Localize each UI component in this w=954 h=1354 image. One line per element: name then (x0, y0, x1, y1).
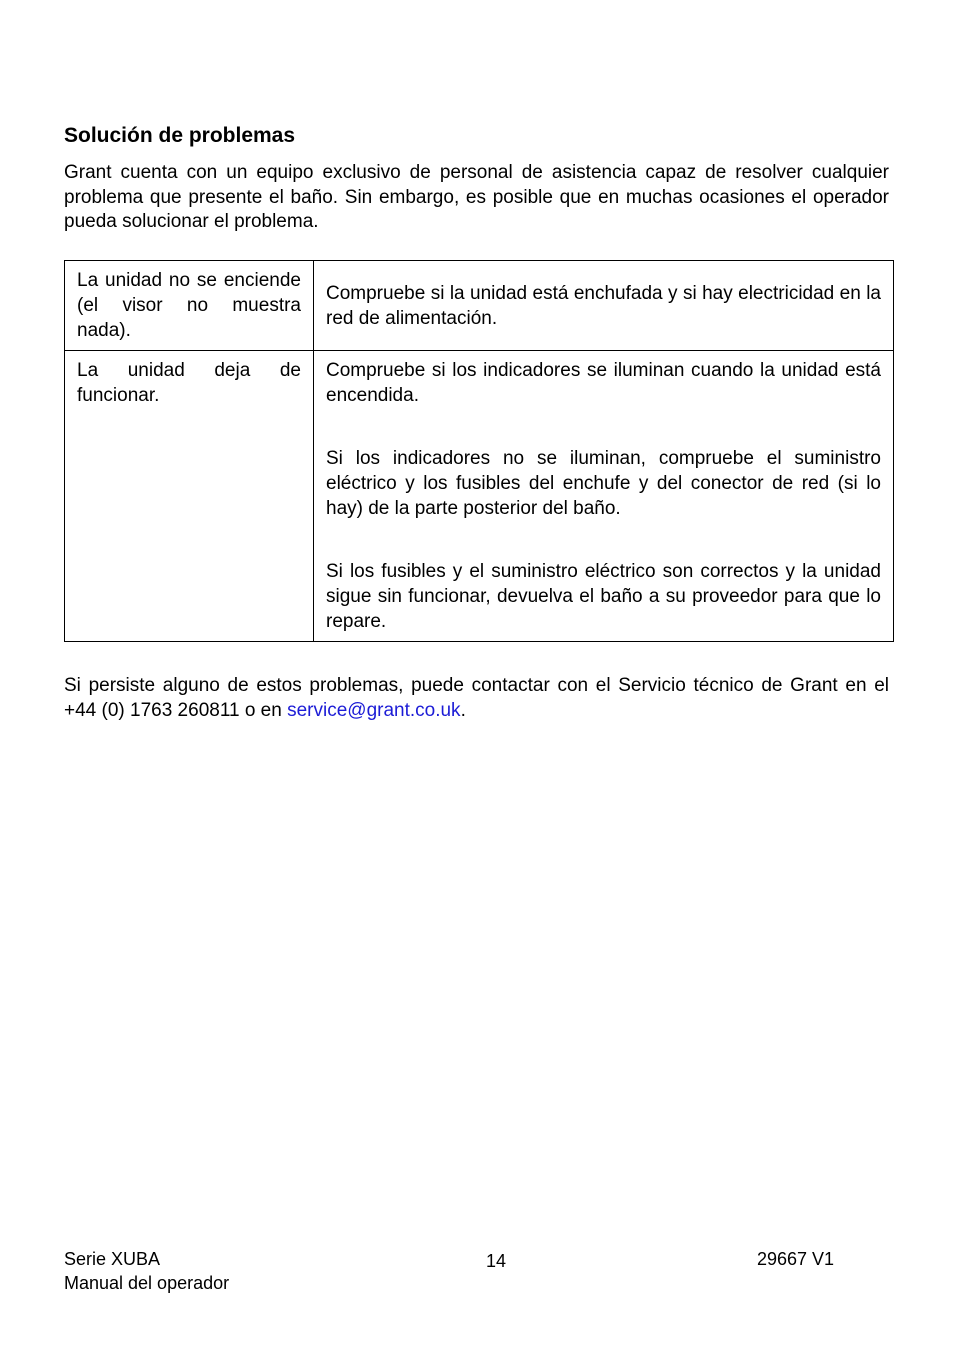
table-row (65, 351, 894, 642)
page-title: Solución de problemas (64, 124, 296, 147)
solution-text: Si los fusibles y el suministro eléctrico son correctos y la unidad sigue sin funcionar, devuelva el baño a su proveedor para que lo repare. (326, 561, 881, 632)
footer-manual: Manual del operador (64, 1273, 230, 1293)
solution-text: Compruebe si los indicadores se iluminan cuando la unidad está encendida. (326, 360, 881, 406)
troubleshooting-table (64, 260, 894, 642)
footer-series: Serie XUBA (64, 1249, 161, 1269)
problem-cell: La unidad deja de funcionar. (65, 351, 314, 642)
solution-cell (314, 261, 894, 351)
document-code: 29667 V1 (757, 1249, 835, 1269)
problem-cell: La unidad no se enciende (el visor no muestra nada). (65, 261, 314, 351)
solution-cell (314, 351, 894, 642)
contact-text: Si persiste alguno de estos problemas, puede contactar con el Servicio técnico de Grant en el +44 (0) 1763 260811 o en (64, 675, 889, 721)
table-row (65, 261, 894, 351)
solution-text: Compruebe si la unidad está enchufada y si hay electricidad en la red de alimentación. (326, 282, 881, 329)
email-link[interactable]: service@grant.co.uk (287, 699, 461, 721)
footer-left (64, 1247, 229, 1295)
solution-text: Si los indicadores no se iluminan, compruebe el suministro eléctrico y los fusibles del enchufe y del conector de red (si lo hay) de la parte posterior del baño. (326, 448, 881, 519)
page-number: 14 (486, 1251, 507, 1271)
intro-paragraph: Grant cuenta con un equipo exclusivo de personal de asistencia capaz de resolver cualquier problema que presente el baño. Sin embargo, es posible que en muchas ocasiones el operador pueda solucionar el problema. (64, 162, 889, 232)
contact-suffix: . (460, 699, 466, 721)
contact-paragraph (64, 674, 889, 723)
